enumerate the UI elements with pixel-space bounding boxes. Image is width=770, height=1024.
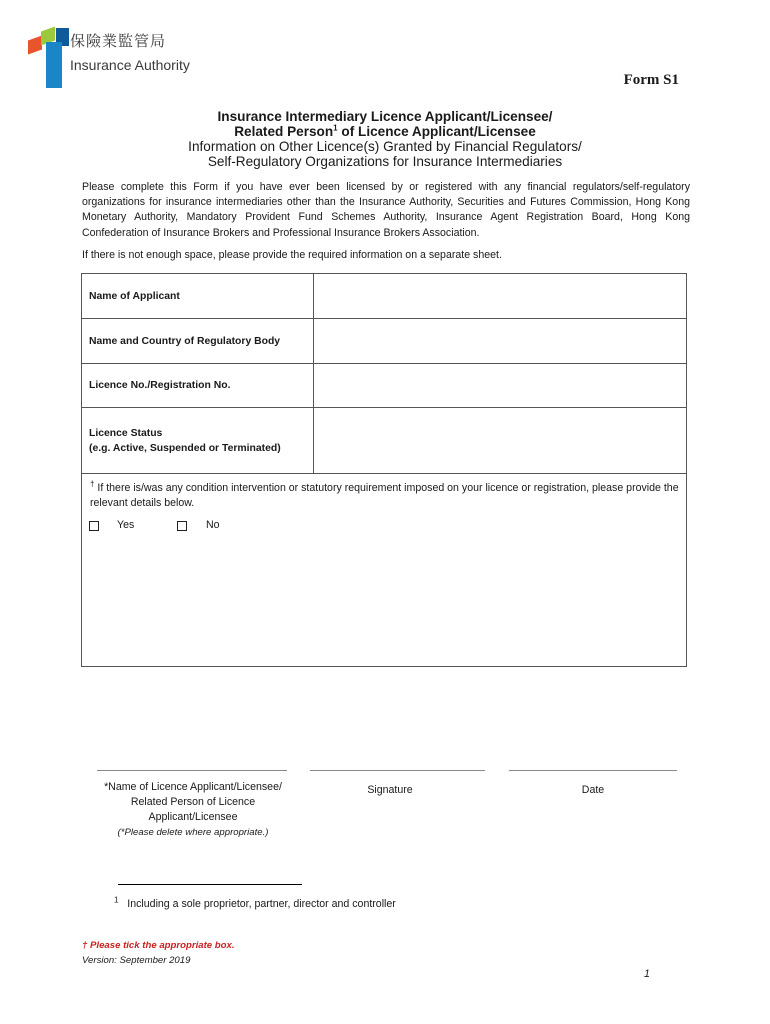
delete-note: (*Please delete where appropriate.) xyxy=(117,827,269,838)
licence-status-field[interactable] xyxy=(314,408,687,474)
logo-chinese-text: 保險業監管局 xyxy=(70,32,167,50)
name-label-line-3: Applicant/Licensee xyxy=(148,811,238,823)
licence-info-table xyxy=(81,273,687,474)
regulatory-body-field[interactable] xyxy=(314,319,687,364)
no-label: No xyxy=(206,519,220,531)
table-row xyxy=(82,364,687,408)
logo-blue-shape xyxy=(46,42,62,88)
name-label-line-1: *Name of Licence Applicant/Licensee/ xyxy=(104,781,282,793)
logo-english-text: Insurance Authority xyxy=(70,57,190,73)
footnote-divider xyxy=(118,884,302,885)
yes-label: Yes xyxy=(117,519,135,531)
title-line-2 xyxy=(0,124,770,139)
title-footnote-mark: 1 xyxy=(333,123,338,133)
title-line-4: Self-Regulatory Organizations for Insurance Intermediaries xyxy=(207,154,563,169)
applicant-name-label: Name of Applicant xyxy=(82,274,314,319)
title-line-1: Insurance Intermediary Licence Applicant/Licensee/ xyxy=(217,109,553,124)
table-row xyxy=(82,274,687,319)
name-label xyxy=(88,780,298,840)
intro-paragraph: Please complete this Form if you have ever been licensed by or registered with any financial regulators/self-regulatory organizations for insurance intermediaries other than the Insurance Authority, Securities and Futures Commission, Hong Kong Monetary Authority, Mandatory Provident Fund Schemes Authority, Insurance Agent Registration Board, Hong Kong Confederation of Insurance Brokers and Professional Insurance Brokers Association. xyxy=(82,181,690,239)
title-line-3: Information on Other Licence(s) Granted by Financial Regulators/ xyxy=(188,139,582,154)
signature-line[interactable] xyxy=(310,770,485,771)
dagger-mark: † xyxy=(90,479,95,489)
version-text: Version: September 2019 xyxy=(82,955,191,966)
footnote-mark: 1 xyxy=(114,895,119,905)
condition-question-text: If there is/was any condition intervention or statutory requirement imposed on your licence or registration, please provide the relevant details below. xyxy=(90,482,679,509)
licence-number-field[interactable] xyxy=(314,364,687,408)
yes-checkbox[interactable] xyxy=(89,521,99,531)
space-note: If there is not enough space, please provide the required information on a separate sheet. xyxy=(82,249,502,261)
table-row xyxy=(82,408,687,474)
name-signature-line[interactable] xyxy=(97,770,287,771)
signature-label: Signature xyxy=(367,784,413,796)
no-checkbox[interactable] xyxy=(177,521,187,531)
licence-status-label-line-2: (e.g. Active, Suspended or Terminated) xyxy=(89,442,281,454)
condition-question xyxy=(90,481,682,511)
footnote-text: Including a sole proprietor, partner, director and controller xyxy=(127,898,396,910)
title-line-2-b: of Licence Applicant/Licensee xyxy=(337,124,536,139)
date-label: Date xyxy=(581,784,605,796)
licence-number-label: Licence No./Registration No. xyxy=(82,364,314,408)
table-row xyxy=(82,319,687,364)
title-line-2-a: Related Person xyxy=(234,124,334,139)
page-number: 1 xyxy=(644,968,650,980)
name-label-line-2: Related Person of Licence xyxy=(130,796,256,808)
condition-details-box[interactable] xyxy=(81,473,687,667)
footnote xyxy=(114,895,396,910)
logo-orange-shape xyxy=(28,35,42,54)
date-line[interactable] xyxy=(509,770,677,771)
licence-status-label-line-1: Licence Status xyxy=(89,427,163,439)
regulatory-body-label: Name and Country of Regulatory Body xyxy=(82,319,314,364)
tick-note: † Please tick the appropriate box. xyxy=(82,940,235,951)
insurance-authority-logo xyxy=(28,26,188,88)
applicant-name-field[interactable] xyxy=(314,274,687,319)
form-number: Form S1 xyxy=(623,72,679,88)
licence-status-label xyxy=(82,408,314,474)
